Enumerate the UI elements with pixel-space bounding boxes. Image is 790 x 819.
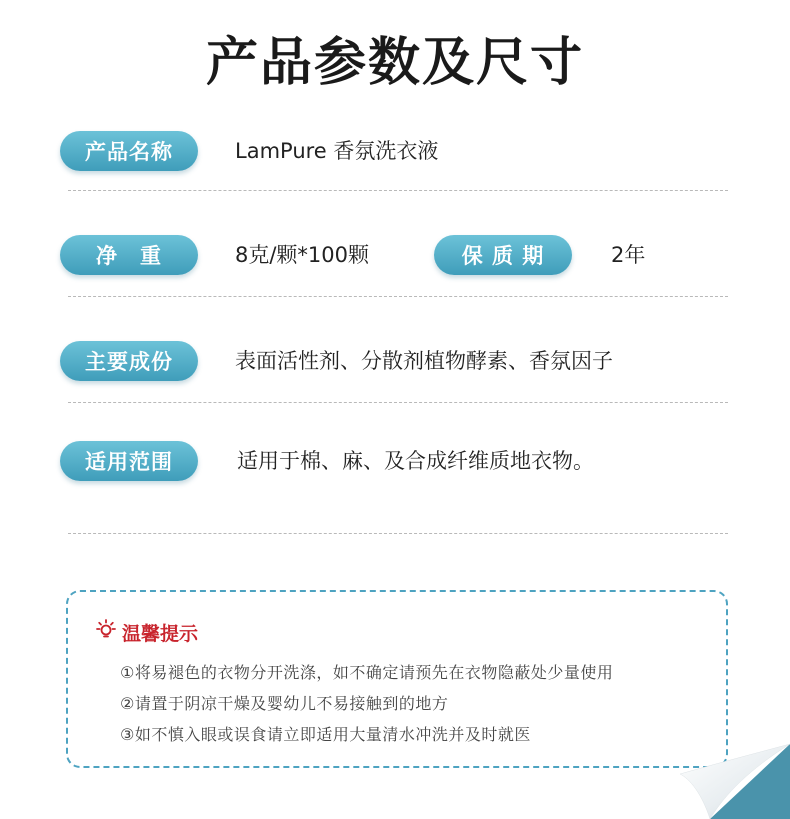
divider	[68, 190, 728, 191]
value-shelf-life: 2年	[611, 243, 646, 267]
notice-title: 温馨提示	[122, 622, 199, 645]
label-shelf-life: 保 质 期	[434, 235, 572, 275]
divider	[68, 402, 728, 403]
value-product-name: LamPure 香氛洗衣液	[235, 139, 439, 163]
notice-box	[66, 590, 728, 768]
label-product-name: 产品名称	[60, 131, 198, 171]
value-net-weight: 8克/颗*100颗	[235, 243, 370, 267]
divider	[68, 296, 728, 297]
page-title: 产品参数及尺寸	[205, 33, 584, 93]
notice-line: ①将易褪色的衣物分开洗涤，如不确定请预先在衣物隐蔽处少量使用	[120, 663, 614, 682]
notice-line: ③如不慎入眼或误食请立即适用大量清水冲洗并及时就医	[120, 725, 531, 744]
label-usage-scope: 适用范围	[60, 441, 198, 481]
label-net-weight: 净 重	[60, 235, 198, 275]
page-curl-decoration	[680, 724, 790, 819]
divider	[68, 533, 728, 534]
value-usage-scope: 适用于棉、麻、及合成纤维质地衣物。	[237, 449, 594, 473]
value-ingredients: 表面活性剂、分散剂植物酵素、香氛因子	[235, 349, 613, 373]
notice-line: ②请置于阴凉干燥及婴幼儿不易接触到的地方	[120, 694, 449, 713]
lightbulb-icon	[94, 618, 118, 646]
notice-header	[94, 618, 198, 646]
label-ingredients: 主要成份	[60, 341, 198, 381]
